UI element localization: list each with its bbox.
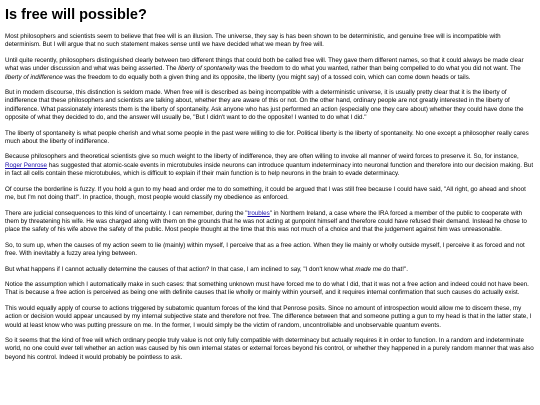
paragraph-10: Notice the assumption which I automatically make in such cases: that something unknown must have forced me to do what I did, that it was not a free action and indeed could not have been. That is because a free action is perceived as being one with definite causes that lie wholly or mainly within yourself, and it requires internal confirmation that such causes do actually exist. [5,280,529,297]
troubles-link[interactable]: troubles [247,209,270,217]
paragraph-3: But in modern discourse, this distinction is seldom made. When free will is described as being incompatible with a deterministic universe, it is usually pretty clear that it is the liberty of indifference that these philosophers and scientists are talking about, whether they are aware of this or not. On the other hand, ordinary people are not greatly interested in the liberty of indifference. What passionately interests them is the liberty of spontaneity. Ask anyone who has just performed an action (especially one they care about) whether they could have done the opposite of what they decided to do, and the answer will usually be, "But I didn't want to do the opposite! I wanted to do what I did." [5,89,524,122]
paragraph-5-text-a: Because philosophers and theoretical scientists give so much weight to the liberty of indifference, they are often willing to invoke all manner of weird forces to preserve it. So, for instance, [5,153,519,161]
emphasis-liberty-of-spontaneity: liberty of spontaneity [178,65,236,73]
paragraph-6: Of course the borderline is fuzzy. If you hold a gun to my head and order me to do something, it could be argued that I was still free because I could have said, "All right, go ahead and shoot me, but I'm not doing that!". In practice, though, most people would classify my obedience as enforced. [5,185,526,202]
paragraph-5-text-b: has suggested that atomic-scale events in microtubules inside neurons can introduce quantum indeterminacy into neuronal function and therefore into our decision making. But in fact all cells contain these microtubules, which is difficult to explain if their main function is to help neurons in the brain to evade determinacy. [5,161,534,178]
paragraph-9 [5,266,534,274]
paragraph-2-text-a: Until quite recently, philosophers distinguished clearly between two different things that could both be called free will. They gave them different names, so that it could always be made clear what was under discussion and what was being asserted. The [5,56,524,73]
roger-penrose-link[interactable]: Roger Penrose [5,161,48,169]
paragraph-9-text-a: But what happens if I cannot actually determine the causes of that action? In that case, I am inclined to say, "I don't know what [5,265,356,273]
emphasis-liberty-of-indifference: liberty of indifference [5,73,63,81]
paragraph-9-text-b: do that!". [381,265,408,273]
paragraph-11: This would equally apply of course to actions triggered by subatomic quantum forces of the kind that Penrose posits. Since no amount of introspection would allow me to discern these, my action or decision would appear uncaused by my internal subjective state and therefore not free. The difference between that and someone putting a gun to my head is that in the latter state, I would at least know who was putting pressure on me. In the former, I would simply be the victim of random, uncontrollable and unobservable quantum events. [5,304,532,329]
paragraph-7-text-a: There are judicial consequences to this kind of uncertainty. I can remember, during the " [5,209,248,217]
paragraph-5 [5,153,534,178]
paragraph-2-text-b: was the freedom to do what you wanted, rather than being compelled to do what you did not want. The [235,65,521,73]
paragraph-2 [5,57,534,82]
paragraph-7 [5,210,534,235]
paragraph-4: The liberty of spontaneity is what people cherish and what some people in the past were willing to die for. Political liberty is the liberty of spontaneity. No one except a philosopher really cares much about the liberty of indifference. [5,129,529,146]
paragraph-8: So, to sum up, when the causes of my action seem to lie (mainly) within myself, I perceive that as a free action. When they lie mainly or wholly outside myself, I perceive it as forced and not free. With inevitably a fuzzy area lying between. [5,241,525,258]
paragraph-2-text-c: was the freedom to do equally both a given thing and its opposite, the liberty (you might say) of a tossed coin, which can come down heads or tails. [62,73,471,81]
page-title: Is free will possible? [5,7,147,23]
paragraph-1: Most philosophers and scientists seem to believe that free will is an illusion. The universe, they say is has been shown to be deterministic, and genuine free will is incompatible with determinism. But I will argue that no such statement makes sense until we have decided what we mean by free will. [5,33,501,49]
paragraph-12: So it seems that the kind of free will which ordinary people truly value is not only fully compatible with determinacy but actually requires it in order to function. In a random and indeterminate world, no one could ever tell whether an action was caused by his own internal states or external forces beyond his control, or whether they happened in a purely random manner that was also beyond his control. Indeed it would probably be pointless to ask. [5,336,534,361]
emphasis-made-me: made me [355,265,382,273]
paragraph-7-text-b: " in Northern Ireland, a case where the IRA forced a member of the public to cooperate with them by threatening his wife. He was charged along with them on the grounds that he was not acting at gunpoint himself and therefore could have refused their demand. Instead he chose to place the safety of his wife above the safety of the public. Most people thought at the time that this was not much of a choice and that the judgement against him was unreasonable. [5,209,527,234]
